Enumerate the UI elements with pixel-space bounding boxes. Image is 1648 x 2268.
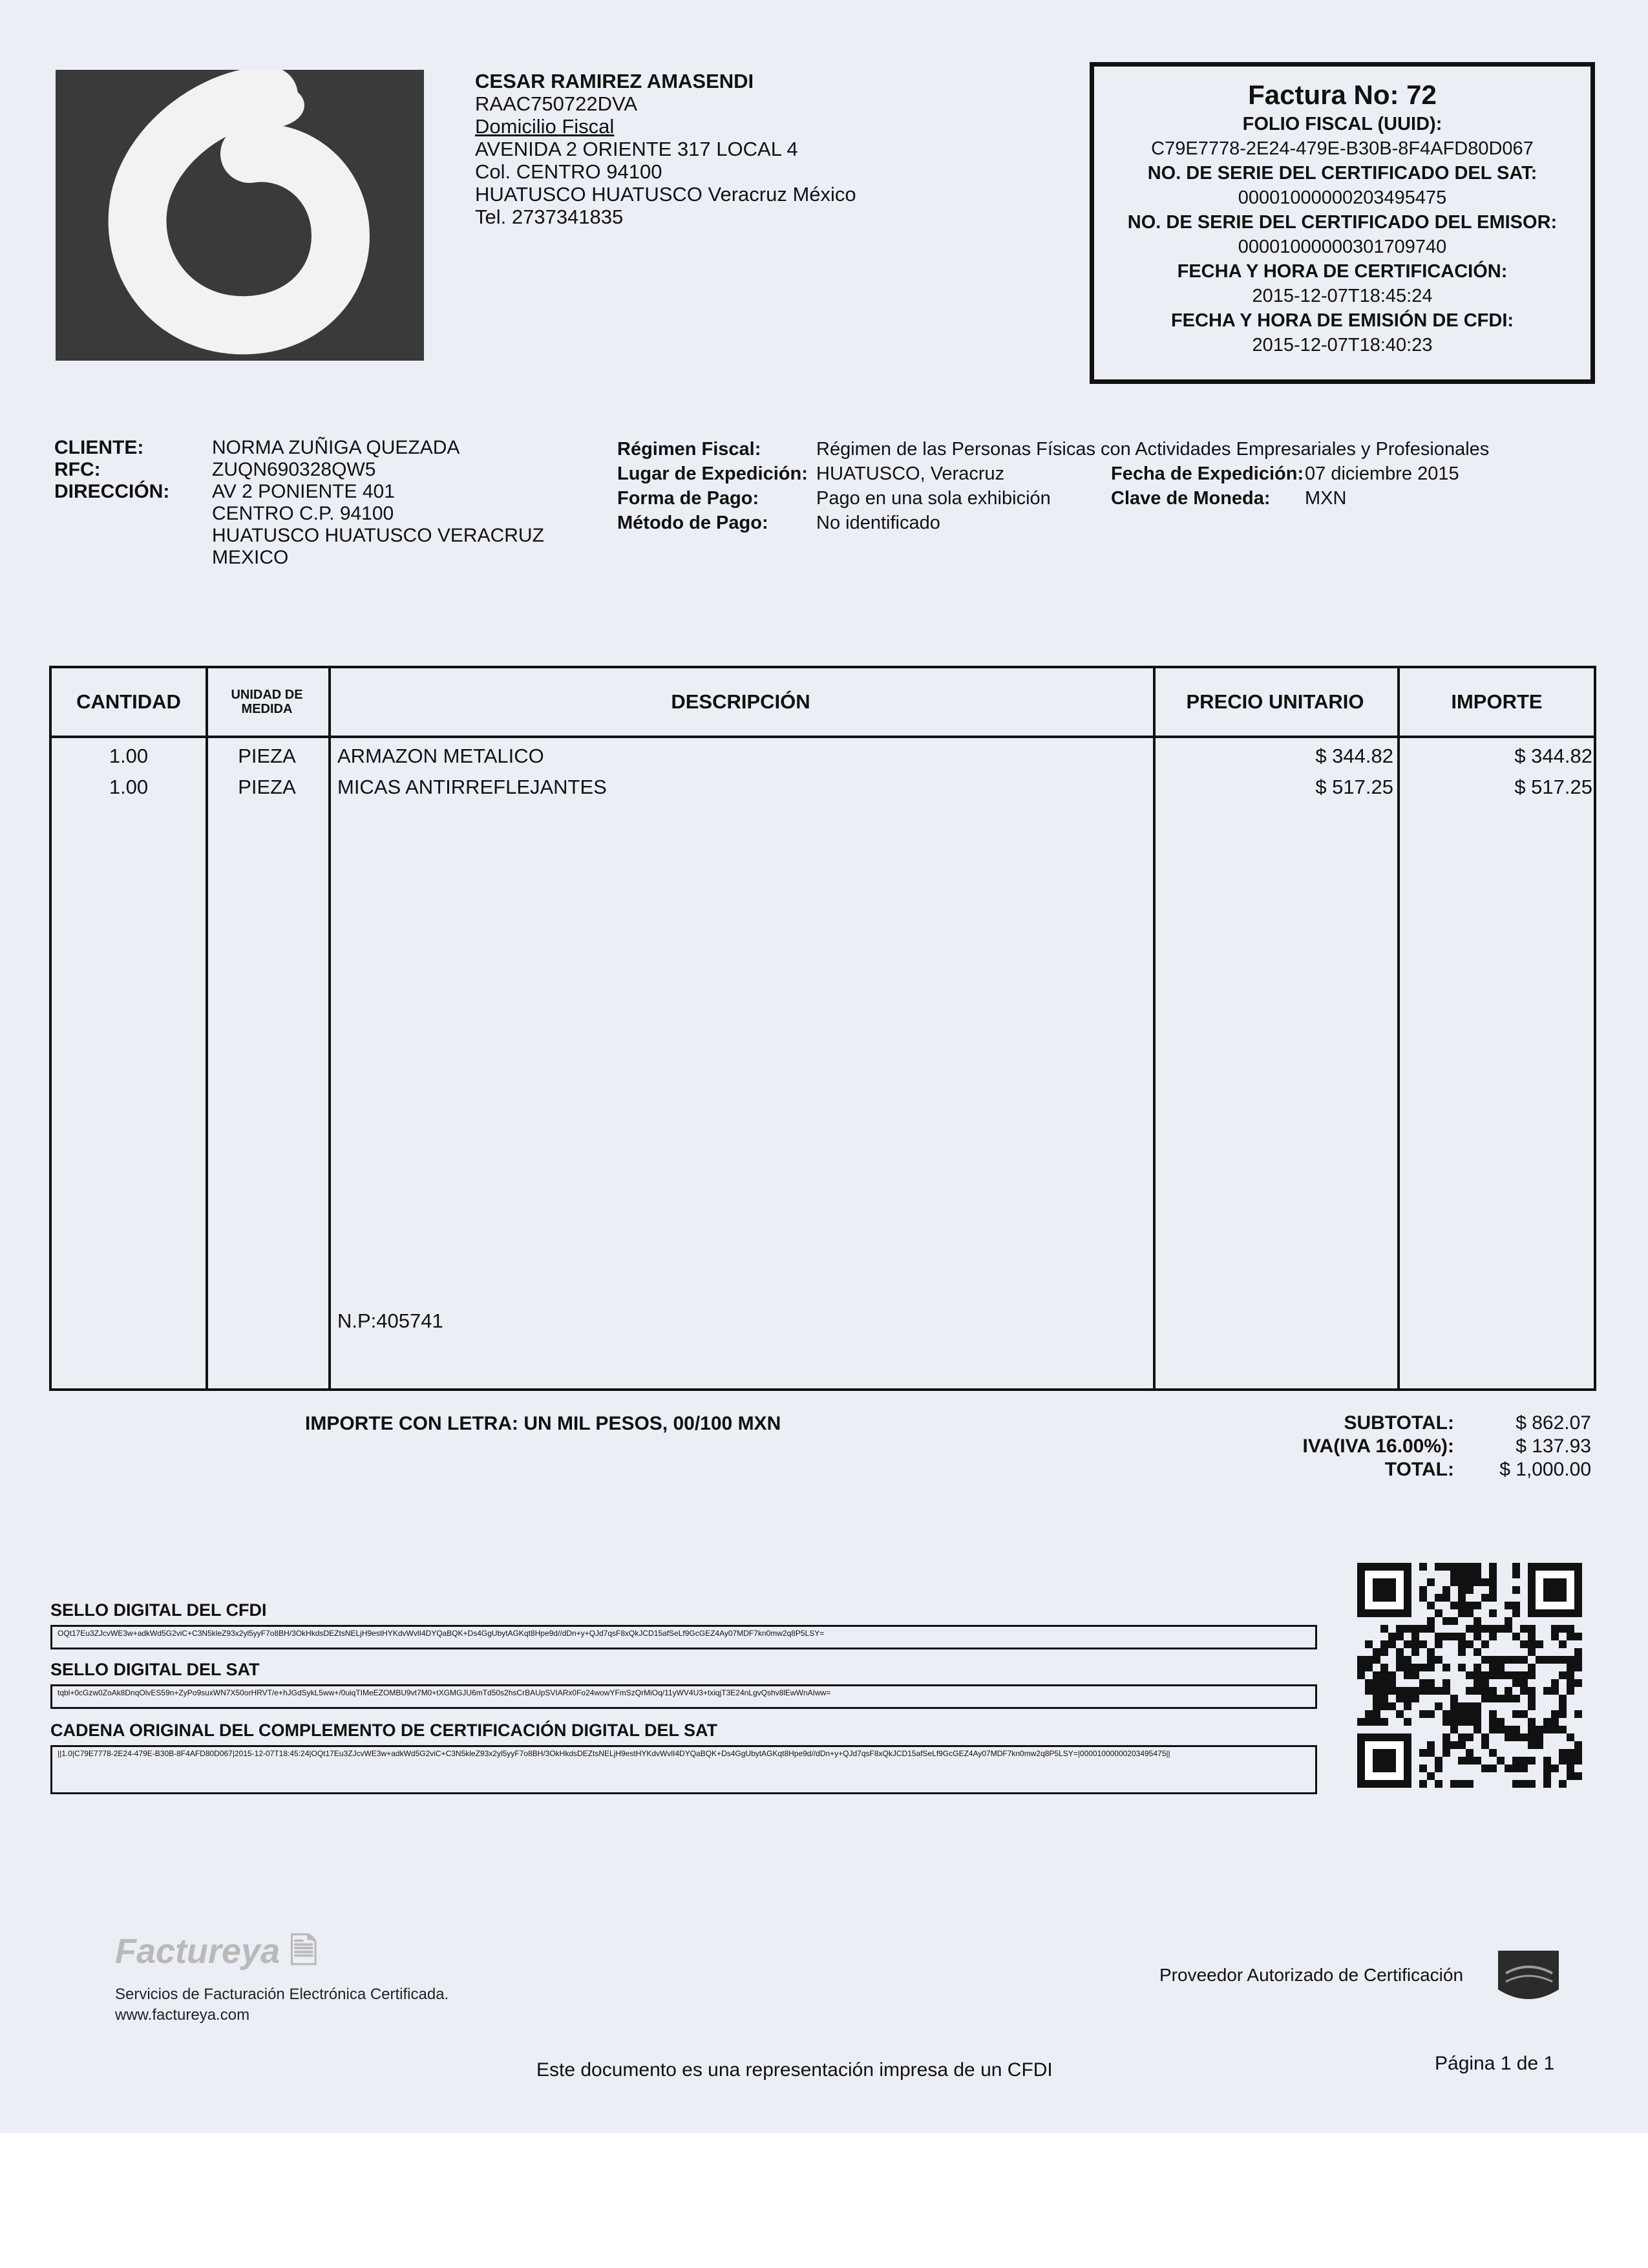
iva-value: $ 137.93 <box>1516 1436 1591 1457</box>
sat-cert-value: 00001000000203495475 <box>1238 187 1447 208</box>
regimen-value: Régimen de las Personas Físicas con Actividades Empresariales y Profesionales <box>816 439 1490 460</box>
moneda-value: MXN <box>1305 488 1347 509</box>
row1-cantidad: 1.00 <box>109 745 149 767</box>
issuer-phone: Tel. 2737341835 <box>475 206 624 228</box>
th-cantidad: CANTIDAD <box>76 690 181 713</box>
cadena-value: ||1.0|C79E7778-2E24-479E-B30B-8F4AFD80D067|2015-12-07T18:45:24|OQt17Eu3ZJcvWE3w+adkWd5G2viC+C3N5kleZ93x2yl5yyF7o8BH/3OkHkdsDEZtsNELjH9estHYKdvWvlI4DYQaBQK+Ds4GgUbytAGKqt8Hpe9d//dDn+y+QJd7qsF8xQkJCD15afSeLf9GcGEZ4Ay07MDF7kn0mw2q8P5LSY=|00001000000203495475|| <box>50 1745 1317 1794</box>
subtotal-value: $ 862.07 <box>1516 1412 1591 1434</box>
factureya-logo <box>115 1926 318 1986</box>
rfc-label: RFC: <box>54 459 101 480</box>
row1-precio: $ 344.82 <box>1315 745 1393 767</box>
row1-importe: $ 344.82 <box>1514 745 1592 767</box>
note-np: N.P:405741 <box>337 1309 443 1332</box>
uuid-value: C79E7778-2E24-479E-B30B-8F4AFD80D067 <box>1151 138 1534 159</box>
ring-logo-icon <box>56 70 424 361</box>
moneda-label: Clave de Moneda: <box>1111 488 1271 509</box>
row1-descripcion: ARMAZON METALICO <box>337 745 544 767</box>
issuer-info <box>475 70 856 228</box>
qr-code-icon <box>1357 1563 1582 1788</box>
subtotal-label: SUBTOTAL: <box>1344 1412 1454 1434</box>
direccion-1: AV 2 PONIENTE 401 <box>212 481 395 502</box>
sello-cfdi-label: SELLO DIGITAL DEL CFDI <box>50 1600 267 1620</box>
invoice-box <box>1090 62 1595 384</box>
invoice-title: Factura No: 72 <box>1248 79 1437 110</box>
total-label: TOTAL: <box>1384 1459 1454 1480</box>
th-unidad-2: MEDIDA <box>241 702 293 716</box>
fecha-exp-label: Fecha de Expedición: <box>1111 463 1304 484</box>
sat-seal-icon <box>1493 1944 1564 2009</box>
lugar-value: HUATUSCO, Veracruz <box>816 463 1005 484</box>
cert-date-value: 2015-12-07T18:45:24 <box>1252 286 1433 306</box>
issuer-address-3: HUATUSCO HUATUSCO Veracruz México <box>475 183 856 206</box>
metodo-label: Método de Pago: <box>617 513 768 533</box>
total-value: $ 1,000.00 <box>1499 1459 1591 1480</box>
cert-date-label: FECHA Y HORA DE CERTIFICACIÓN: <box>1177 261 1508 282</box>
sello-cfdi-value: OQt17Eu3ZJcvWE3w+adkWd5G2viC+C3N5kleZ93x2yl5yyF7o8BH/3OkHkdsDEZtsNELjH9estHYKdvWvlI4DYQaBQK+Ds4GgUbytAGKqt8Hpe9d//dDn+y+QJd7qsF8xQkJCD15afSeLf9GcGEZ4Ay07MDF7kn0mw2q8P5LSY= <box>50 1625 1317 1649</box>
representation-text: Este documento es una representación impresa de un CFDI <box>536 2059 1053 2081</box>
row1-unidad: PIEZA <box>238 745 296 767</box>
services-text: Servicios de Facturación Electrónica Certificada. <box>115 1986 449 2003</box>
issuer-address-2: Col. CENTRO 94100 <box>475 160 662 183</box>
th-unidad-1: UNIDAD DE <box>231 688 303 702</box>
issuer-rfc: RAAC750722DVA <box>475 92 638 115</box>
fiscal-info <box>617 437 1489 535</box>
row2-precio: $ 517.25 <box>1315 776 1393 798</box>
cadena-label: CADENA ORIGINAL DEL COMPLEMENTO DE CERTIFICACIÓN DIGITAL DEL SAT <box>50 1721 718 1740</box>
forma-value: Pago en una sola exhibición <box>816 488 1051 509</box>
regimen-label: Régimen Fiscal: <box>617 439 761 460</box>
qr-code <box>1357 1563 1582 1788</box>
client-info <box>54 437 544 569</box>
direccion-3: HUATUSCO HUATUSCO VERACRUZ <box>212 525 544 546</box>
issuer-address-1: AVENIDA 2 ORIENTE 317 LOCAL 4 <box>475 138 798 160</box>
direccion-4: MEXICO <box>212 547 289 568</box>
direccion-2: CENTRO C.P. 94100 <box>212 503 394 524</box>
rfc-value: ZUQN690328QW5 <box>212 459 376 480</box>
factureya-url[interactable]: www.factureya.com <box>115 2006 250 2024</box>
emisor-cert-value: 00001000000301709740 <box>1238 237 1447 257</box>
importe-con-letra: IMPORTE CON LETRA: UN MIL PESOS, 00/100 MXN <box>305 1413 781 1434</box>
factureya-brand: Factureya <box>115 1932 280 1971</box>
fecha-exp-value: 07 diciembre 2015 <box>1305 463 1459 484</box>
iva-label: IVA(IVA 16.00%): <box>1302 1436 1454 1457</box>
page-number: Página 1 de 1 <box>1435 2053 1555 2074</box>
emission-date-label: FECHA Y HORA DE EMISIÓN DE CFDI: <box>1170 310 1514 331</box>
metodo-value: No identificado <box>816 513 940 533</box>
provider-text: Proveedor Autorizado de Certificación <box>1159 1965 1464 1985</box>
domicilio-label: Domicilio Fiscal <box>475 115 615 138</box>
sello-sat-label: SELLO DIGITAL DEL SAT <box>50 1660 260 1679</box>
row2-cantidad: 1.00 <box>109 776 149 798</box>
company-logo <box>56 70 424 361</box>
issuer-name: CESAR RAMIREZ AMASENDI <box>475 70 754 92</box>
th-precio: PRECIO UNITARIO <box>1186 690 1364 713</box>
factureya-text <box>115 1984 449 2026</box>
forma-label: Forma de Pago: <box>617 488 759 509</box>
cliente-label: CLIENTE: <box>54 437 144 458</box>
items-table <box>49 666 1596 1391</box>
document-icon: 🗎 <box>290 1932 318 1971</box>
uuid-label: FOLIO FISCAL (UUID): <box>1242 114 1442 134</box>
row2-descripcion: MICAS ANTIRREFLEJANTES <box>337 776 607 798</box>
lugar-label: Lugar de Expedición: <box>617 463 808 484</box>
th-descripcion: DESCRIPCIÓN <box>671 690 810 713</box>
direccion-label: DIRECCIÓN: <box>54 481 170 502</box>
emission-date-value: 2015-12-07T18:40:23 <box>1252 335 1433 355</box>
sat-cert-label: NO. DE SERIE DEL CERTIFICADO DEL SAT: <box>1147 163 1537 184</box>
cliente-value: NORMA ZUÑIGA QUEZADA <box>212 437 460 458</box>
th-importe: IMPORTE <box>1451 690 1543 713</box>
row2-unidad: PIEZA <box>238 776 296 798</box>
th-unidad <box>206 668 328 736</box>
sello-sat-value: tqbl+0cGzw0ZoAk8DnqOlvES59n+ZyPo9suxWN7X50orHRVT/e+hJGdSykL5ww+/0uiqTIMeEZOMBU9vt7M0+tXGMGJU6mTd50s2hsCrBAUpSVIARx0Fo24wowYFmSzQrMiOq/11yWV4U3+txiqjT3E24nLgvQshv8lEwWnAIww= <box>50 1684 1317 1709</box>
emisor-cert-label: NO. DE SERIE DEL CERTIFICADO DEL EMISOR: <box>1127 212 1558 233</box>
row2-importe: $ 517.25 <box>1514 776 1592 798</box>
totals <box>1215 1412 1591 1481</box>
